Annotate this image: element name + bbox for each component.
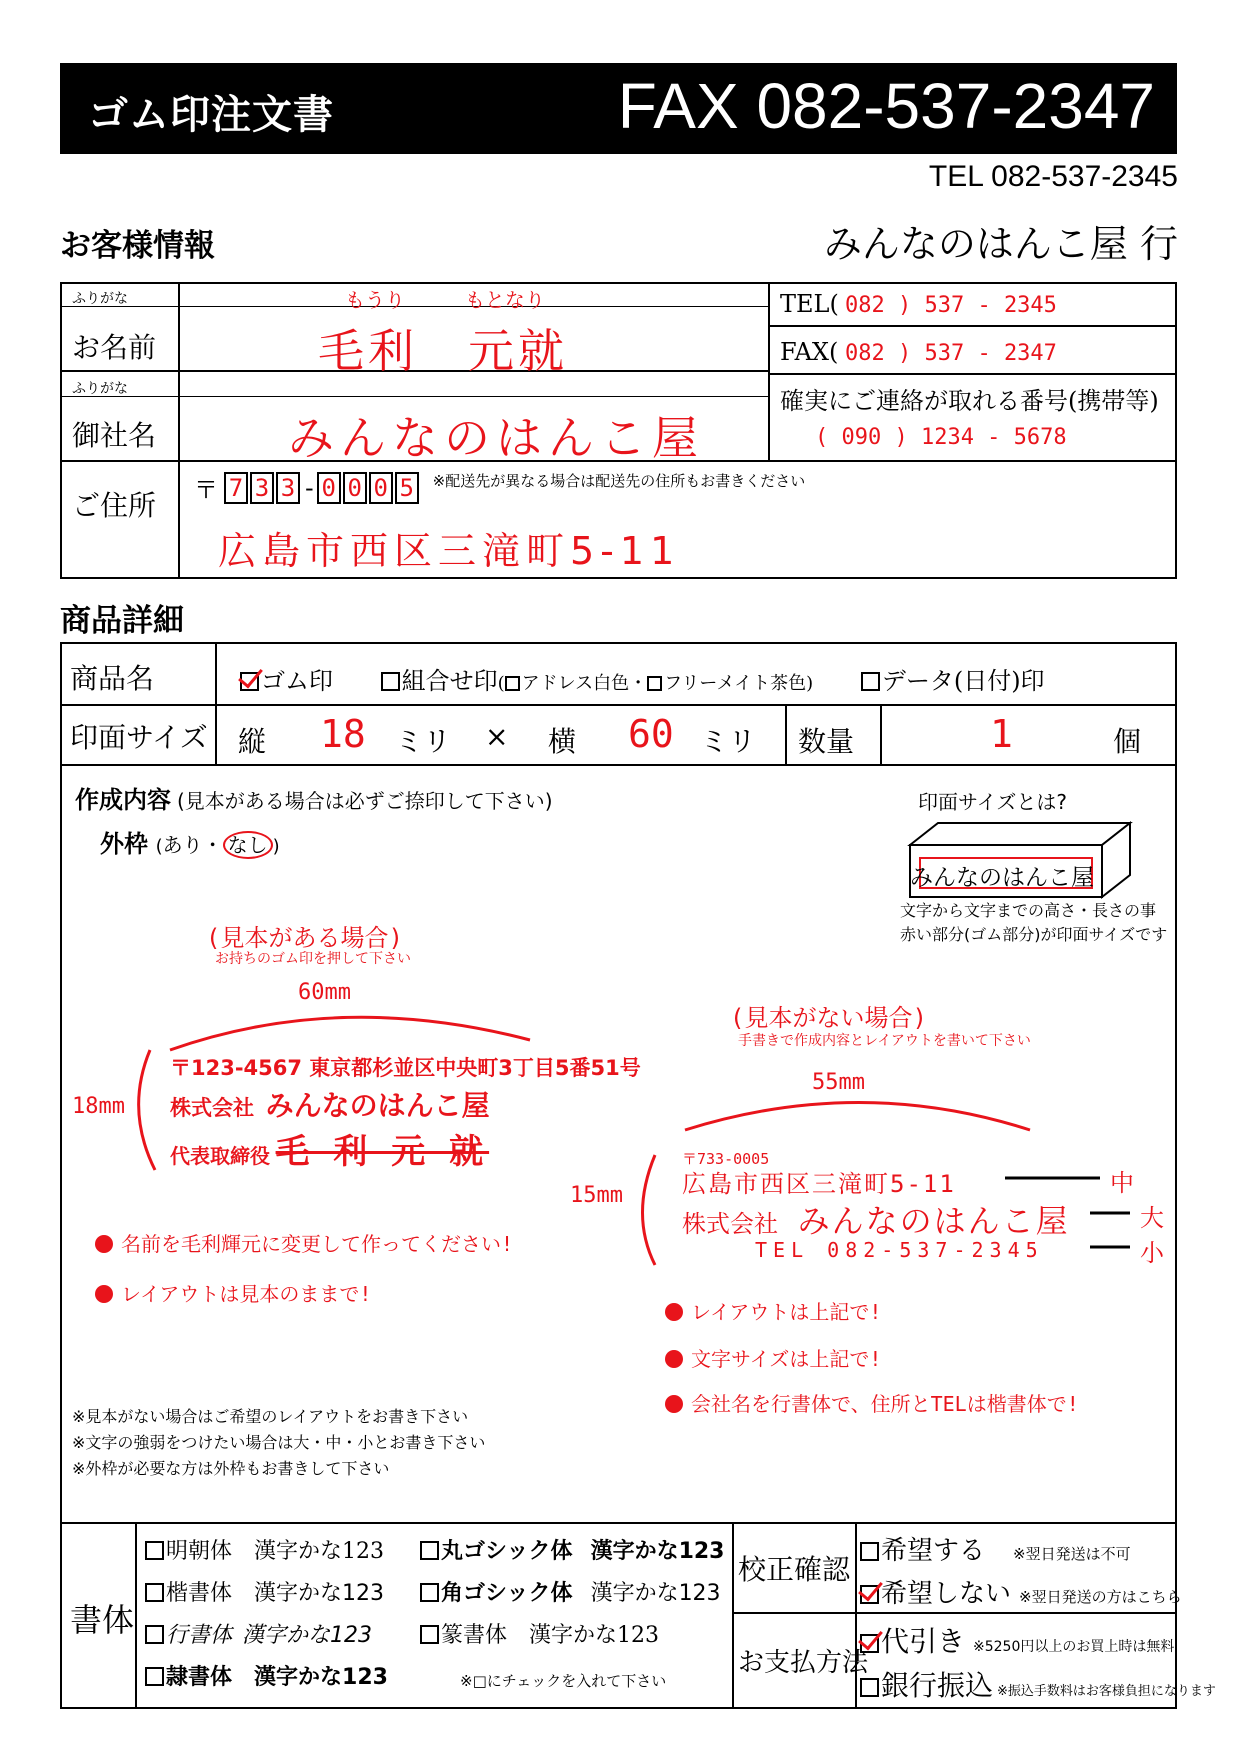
postal-digit[interactable]: 7 — [224, 472, 248, 504]
ns-mark-big: 大 — [1140, 1204, 1164, 1232]
payment-label: お支払方法 — [738, 1648, 869, 1678]
sample-line-1: 〒123-4567 東京都杉並区中央町3丁目5番51号 — [170, 1056, 641, 1080]
proof-label: 校正確認 — [738, 1553, 851, 1586]
size-question: 印面サイズとは? — [918, 790, 1068, 814]
option-date[interactable]: データ(日付)印 — [861, 667, 1045, 695]
font-label: 書体 — [70, 1601, 135, 1639]
size-sample-text: みんなのはんこ屋 — [910, 865, 1094, 891]
font-mincho[interactable]: 明朝体 漢字かな123 — [145, 1534, 420, 1576]
qty-label: 数量 — [798, 725, 855, 758]
vertical-label: 縦 — [238, 725, 267, 758]
name-value[interactable]: 毛利 元就 — [318, 324, 568, 378]
nosample-sub: 手書きで作成内容とレイアウトを書いて下さい — [738, 1033, 1031, 1049]
bullet-icon — [665, 1395, 683, 1413]
checkbox-icon[interactable] — [240, 672, 259, 691]
checkbox-icon[interactable] — [647, 676, 662, 691]
product-name-label: 商品名 — [70, 662, 155, 695]
note-1: 名前を毛利輝元に変更して作ってください! — [95, 1228, 513, 1257]
note-5: 会社名を行書体で、住所とTELは楷書体で! — [665, 1388, 1079, 1417]
form-title: ゴム印注文書 — [88, 92, 334, 138]
nosample-title: (見本がない場合) — [730, 1004, 927, 1032]
contact-label: 確実にご連絡が取れる番号(携帯等) — [780, 387, 1159, 415]
size-desc-2: 赤い部分(ゴム部分)が印面サイズです — [900, 925, 1168, 944]
customer-section-title: お客様情報 — [60, 228, 215, 264]
content-title: 作成内容 (見本がある場合は必ずご捺印して下さい) — [75, 786, 553, 814]
product-options — [240, 661, 1045, 696]
font-options — [145, 1534, 730, 1702]
footnote-1: ※見本がない場合はご希望のレイアウトをお書き下さい — [72, 1407, 469, 1426]
name-furigana: もうり もとなり — [345, 288, 545, 312]
name-label: お名前 — [72, 331, 157, 364]
postal-digit[interactable]: 3 — [250, 472, 274, 504]
footnote-2: ※文字の強弱をつけたい場合は大・中・小とお書き下さい — [72, 1433, 486, 1452]
address-label: ご住所 — [72, 489, 157, 522]
tel-value[interactable]: 082 ) 537 - 2345 — [845, 293, 1057, 318]
postal-digit[interactable]: 0 — [343, 472, 367, 504]
checkbox-icon[interactable] — [420, 1541, 439, 1560]
footnote-3: ※外枠が必要な方は外枠もお書きして下さい — [72, 1459, 390, 1478]
checkbox-icon[interactable] — [860, 1585, 879, 1604]
product-section-title: 商品詳細 — [60, 603, 184, 639]
postal-mark: 〒 — [194, 476, 218, 504]
font-check-note: ※□にチェックを入れて下さい — [460, 1672, 667, 1690]
checkbox-icon[interactable] — [860, 1678, 879, 1697]
font-gyosho[interactable]: 行書体 漢字かな123 — [145, 1618, 420, 1660]
contact-value[interactable]: ( 090 ) 1234 - 5678 — [815, 425, 1067, 450]
ns-line-1: 広島市西区三滝町5-11 — [682, 1170, 956, 1198]
checkbox-icon[interactable] — [861, 672, 880, 691]
option-combo[interactable]: 組合せ印( アドレス白色・ フリーメイト茶色) — [381, 667, 814, 695]
payment-cod[interactable]: 代引き ※5250円以上のお買上時は無料 — [860, 1620, 1174, 1660]
address-value[interactable]: 広島市西区三滝町5-11 — [218, 529, 681, 573]
checkbox-icon[interactable] — [145, 1541, 164, 1560]
sample-sub: お持ちのゴム印を押して下さい — [215, 951, 411, 967]
checkbox-icon[interactable] — [860, 1634, 879, 1653]
times-sign: × — [485, 720, 509, 753]
postal-digit[interactable]: 3 — [276, 472, 300, 504]
payment-bank[interactable]: 銀行振込 ※振込手数料はお客様負担になります — [860, 1664, 1216, 1704]
bullet-icon — [95, 1235, 113, 1253]
ns-line-3: TEL 082-537-2345 — [755, 1238, 1044, 1262]
postal-digit[interactable]: 0 — [317, 472, 341, 504]
proof-nowant[interactable]: 希望しない ※翌日発送の方はこちら — [860, 1573, 1182, 1610]
ns-mark-small: 小 — [1140, 1239, 1164, 1267]
furigana-label-company: ふりがな — [72, 381, 128, 397]
sample-height: 18mm — [72, 1094, 125, 1119]
font-kaisho[interactable]: 楷書体 漢字かな123 — [145, 1576, 420, 1618]
frame-ari[interactable]: あり — [162, 833, 203, 857]
fax-value[interactable]: 082 ) 537 - 2347 — [845, 341, 1057, 366]
checkbox-icon[interactable] — [381, 672, 400, 691]
fax-number: FAX 082-537-2347 — [617, 70, 1155, 142]
sample-title: (見本がある場合) — [206, 924, 403, 952]
font-row — [145, 1660, 730, 1702]
checkbox-icon[interactable] — [145, 1583, 164, 1602]
fax-label: FAX( — [780, 338, 839, 366]
qty-value[interactable]: 1 — [990, 712, 1013, 756]
checkbox-icon[interactable] — [145, 1667, 164, 1686]
frame-choice: 外枠 (あり・ なし ) — [100, 830, 280, 858]
nosample-width: 55mm — [812, 1070, 865, 1095]
furigana-label-name: ふりがな — [72, 291, 128, 307]
checkbox-icon[interactable] — [145, 1625, 164, 1644]
postal-hyphen: - — [305, 473, 314, 502]
qty-unit: 個 — [1113, 725, 1142, 758]
company-value[interactable]: みんなのはんこ屋 — [288, 411, 704, 465]
postal-digit[interactable]: 0 — [369, 472, 393, 504]
horizontal-label: 横 — [548, 725, 577, 758]
font-maru-gothic[interactable]: 丸ゴシック体 漢字かな123 — [420, 1534, 725, 1576]
frame-nashi[interactable]: なし — [223, 831, 273, 859]
header-bar — [60, 63, 1177, 154]
sample-line-2: 株式会社 みんなのはんこ屋 — [170, 1089, 490, 1122]
mm-label-1: ミリ — [395, 725, 452, 758]
company-label: 御社名 — [72, 419, 157, 452]
font-row — [145, 1576, 730, 1618]
nosample-height: 15mm — [570, 1183, 623, 1208]
bullet-icon — [665, 1350, 683, 1368]
checkbox-icon[interactable] — [420, 1625, 439, 1644]
font-reisho[interactable]: 隷書体 漢字かな123 — [145, 1660, 420, 1702]
font-row — [145, 1618, 730, 1660]
font-tensho[interactable]: 篆書体 漢字かな123 — [420, 1618, 659, 1660]
horizontal-value[interactable]: 60 — [628, 712, 674, 756]
note-3: レイアウトは上記で! — [665, 1296, 881, 1325]
postal-digit[interactable]: 5 — [395, 472, 419, 504]
vertical-value[interactable]: 18 — [320, 712, 366, 756]
bullet-icon — [95, 1285, 113, 1303]
mm-label-2: ミリ — [700, 725, 757, 758]
address-note: ※配送先が異なる場合は配送先の住所もお書きください — [432, 472, 806, 490]
checkbox-icon[interactable] — [860, 1542, 879, 1561]
option-rubber[interactable]: ゴム印 — [240, 667, 333, 695]
sample-line-3: 代表取締役 毛 利 元 就 — [170, 1132, 490, 1172]
note-4: 文字サイズは上記で! — [665, 1343, 881, 1372]
bullet-icon — [665, 1303, 683, 1321]
checkbox-icon[interactable] — [420, 1583, 439, 1602]
ns-mark-mid: 中 — [1110, 1169, 1134, 1197]
sample-width: 60mm — [298, 980, 351, 1005]
size-desc-1: 文字から文字までの高さ・長さの事 — [900, 901, 1157, 920]
font-kaku-gothic[interactable]: 角ゴシック体 漢字かな123 — [420, 1576, 721, 1618]
proof-want[interactable]: 希望する ※翌日発送は不可 — [860, 1530, 1131, 1567]
tel-label: TEL( — [780, 290, 839, 318]
postal-row — [194, 470, 805, 505]
recipient: みんなのはんこ屋 行 — [823, 222, 1178, 266]
font-row — [145, 1534, 730, 1576]
size-label: 印面サイズ — [70, 721, 208, 754]
ns-line-2: 株式会社 みんなのはんこ屋 — [682, 1202, 1070, 1240]
tel-number: TEL 082-537-2345 — [928, 160, 1178, 193]
ns-postal: 〒733-0005 — [682, 1150, 770, 1168]
checkbox-icon[interactable] — [505, 676, 520, 691]
note-2: レイアウトは見本のままで! — [95, 1278, 371, 1307]
